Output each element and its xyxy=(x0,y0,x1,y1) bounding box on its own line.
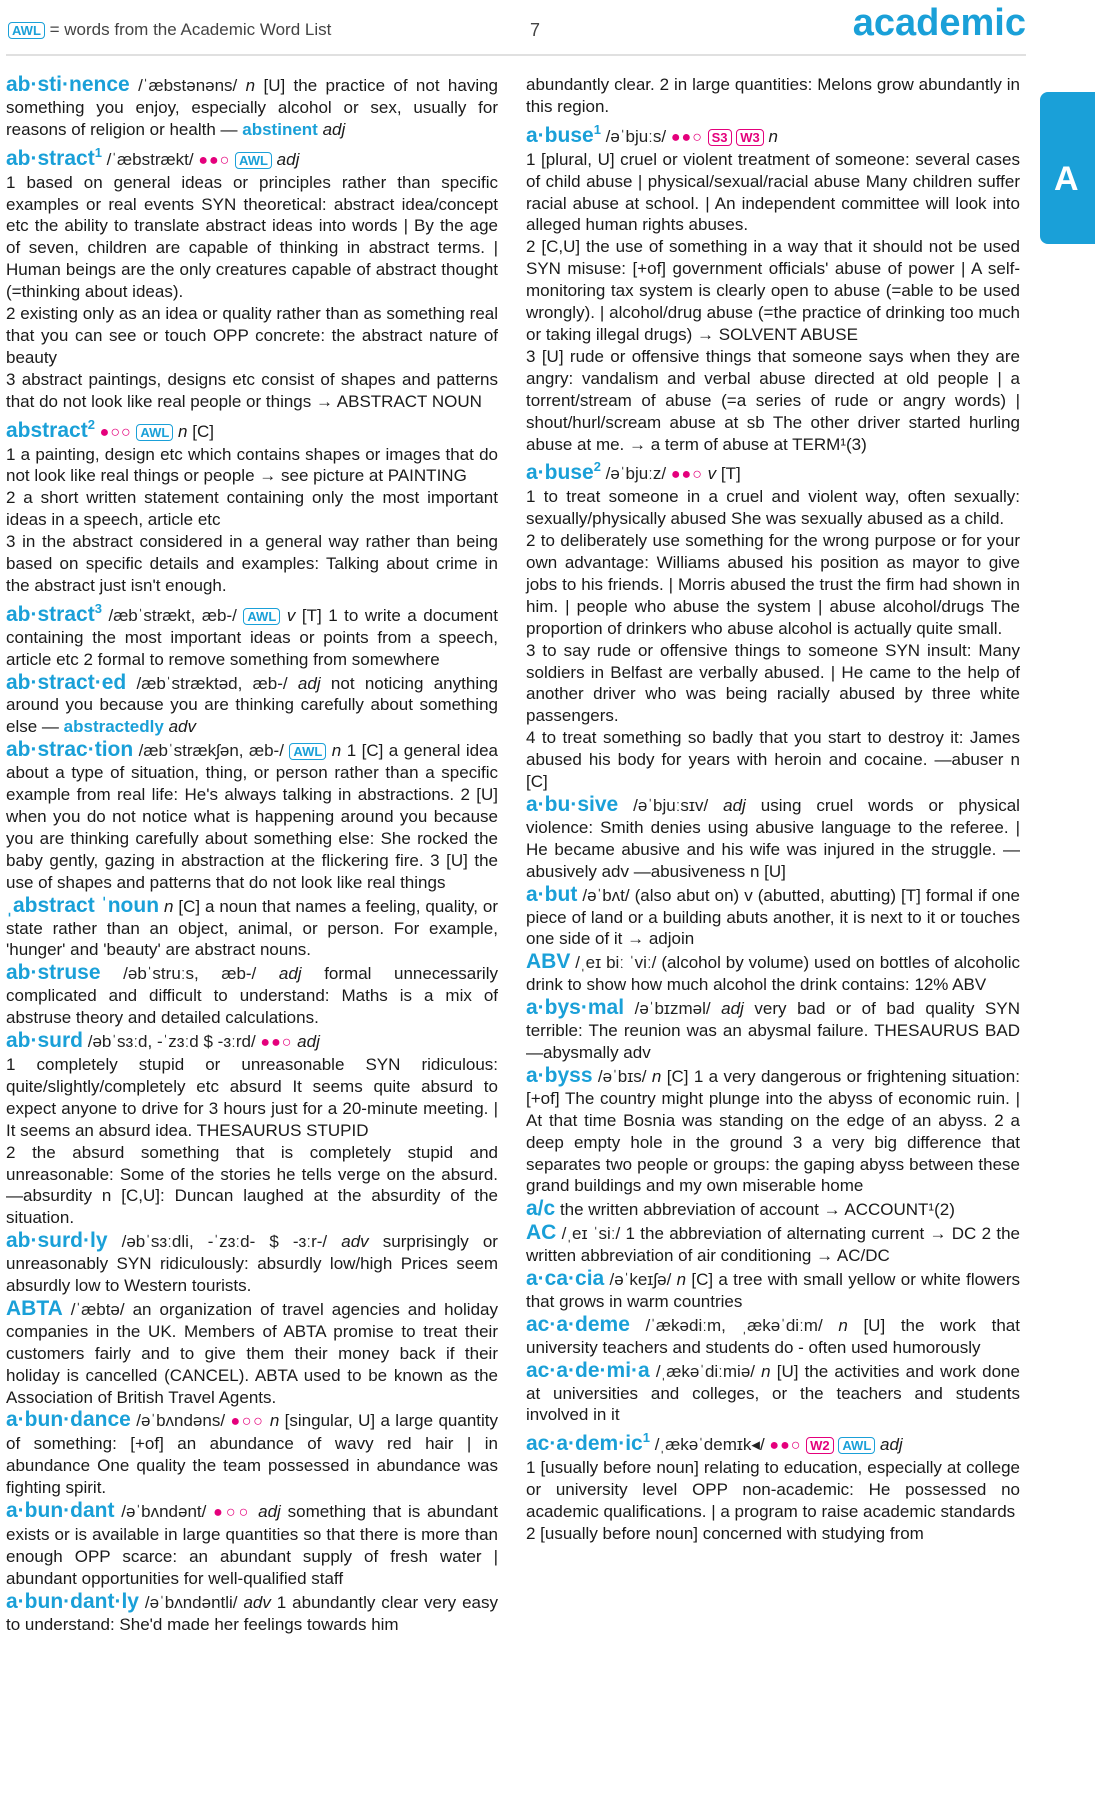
part-of-speech: adj xyxy=(297,1032,320,1052)
pronunciation: /əˈbʌndənt/ xyxy=(121,1502,207,1522)
definition: something that is abundant exists or is available in large quantities so that there is more than enough OPP scarce: an abundant supply of fresh water | abundant opportunities for well-qualified staff xyxy=(6,1502,498,1588)
headword: ab·stract$^1$ xyxy=(6,144,102,170)
thumb-letter: A xyxy=(1054,160,1079,198)
definition: (also abut on) v (abutted, abutting) [T] formal if one piece of land or a building abuts another, it is next to it or touches one side of it → adjoin xyxy=(526,885,1020,949)
sense: 2 to deliberately use something for the wrong purpose or for your own advantage: Williams abused his position as mayor to give jobs to his friends. | Morris abused the trust the firm had shown in him. | people who abuse the system | abuse alcohol/drugs The proportion of drinkers who abuse alcohol is actually quite small. xyxy=(526,531,1020,638)
definition: [C] xyxy=(192,421,214,441)
pronunciation: /əˈbjuːz/ xyxy=(605,464,667,484)
frequency-dots: ●○○ xyxy=(213,1504,252,1522)
sense: 3 abstract paintings, designs etc consist of shapes and patterns that do not look like real people or things → ABSTRACT NOUN xyxy=(6,369,498,411)
frequency-badge: W2 xyxy=(806,1437,834,1454)
sense: 1 completely stupid or unreasonable SYN ridiculous: quite/slightly/completely etc absurd It seems quite absurd to expect anyone to drive for 3 hours just for a 20-minute meeting. | It seems an absurd idea. THESAURUS STUPID xyxy=(6,1054,498,1140)
pronunciation: /əbˈsɜːdli, -ˈzɜːd- $ -ɜːr-/ xyxy=(121,1232,328,1252)
headword: $ac\cdot a\cdot dem\cdot ic^1$ xyxy=(526,1430,650,1456)
dictionary-entry xyxy=(526,1222,1020,1267)
headword: ab·stract$^3$ xyxy=(6,600,102,626)
dictionary-entry xyxy=(6,598,498,671)
headword: a·byss xyxy=(526,1063,593,1087)
dictionary-entry xyxy=(6,1030,498,1229)
pronunciation: /ˌækəˈdemɪk◂/ xyxy=(654,1435,765,1455)
part-of-speech: adj xyxy=(276,149,300,169)
dictionary-entry xyxy=(6,414,498,597)
awl-legend xyxy=(8,20,331,40)
dictionary-entry xyxy=(526,74,1020,118)
definition: using cruel words or physical violence: Smith denies using abusive language to the referee. | He became abusive and his wife was injured in the struggle. —abusively adv —abusiveness n [U] xyxy=(526,796,1020,881)
dictionary-entry xyxy=(6,895,498,962)
page-number: 7 xyxy=(530,20,541,40)
homonym-number: 1 xyxy=(94,144,102,160)
pronunciation: /ˈækədiːm, ˌækəˈdiːm/ xyxy=(645,1315,823,1335)
definition: [U] the work that university teachers and students do - often used humorously xyxy=(526,1315,1020,1357)
headword: a·bys·mal xyxy=(526,996,625,1020)
pronunciation: /ˈæbtə/ xyxy=(70,1299,125,1319)
frequency-dots: ●●○ xyxy=(260,1034,293,1052)
homonym-number: 1 xyxy=(642,1430,650,1446)
pronunciation: /ˌeɪ biː ˈviː/ xyxy=(575,953,657,973)
headword: ab·surd·ly xyxy=(6,1229,108,1253)
homonym-number: 3 xyxy=(94,600,102,616)
dictionary-entry xyxy=(526,1198,1020,1221)
definition: formal unnecessarily complicated and difficult to understand: Maths is a mix of abstruse theory and detailed calculations. xyxy=(6,964,498,1028)
sense: 3 in the abstract considered in a general way rather than being based on specific details and examples: Talking about crime in the abstract just isn't enough. xyxy=(6,532,498,595)
headword: AC xyxy=(526,1221,557,1245)
sense: 1 to treat someone in a cruel and violent way, often sexually: sexually/physically abused She was sexually abused as a child. xyxy=(526,487,1020,529)
pronunciation: /əˈbjuːs/ xyxy=(605,126,667,146)
derived-form: abstractedly xyxy=(63,717,164,737)
homonym-number: 1 xyxy=(593,121,601,137)
definition: [T] xyxy=(720,464,741,484)
dictionary-entry xyxy=(6,1409,498,1499)
pronunciation: /ˌeɪ ˈsiː/ xyxy=(561,1224,621,1244)
part-of-speech: n xyxy=(838,1315,848,1335)
sense: 1 based on general ideas or principles rather than specific examples or real events SYN theoretical: abstract idea/concept etc the ability to translate abstract ideas into words | By the age of seven, children are capable of thinking in abstract terms. | Human beings are the only creatures capable of abstract thought (=thinking about ideas). xyxy=(6,172,498,302)
sense: 2 existing only as an idea or quality rather than as something real that you can see or touch OPP concrete: the abstract nature of beauty xyxy=(6,304,498,367)
part-of-speech: n xyxy=(768,126,778,146)
dictionary-entry xyxy=(526,1314,1020,1359)
dictionary-entry xyxy=(526,884,1020,951)
awl-badge: AWL xyxy=(243,608,280,625)
headword: a·bun·dant·ly xyxy=(6,1589,139,1613)
frequency-dots: ●●○ xyxy=(769,1437,802,1455)
definition: 1 abundantly clear very easy to understand: She'd made her feelings towards him xyxy=(6,1592,498,1634)
dictionary-entry xyxy=(526,456,1020,793)
part-of-speech: adj xyxy=(723,796,746,815)
headword: ab·struse xyxy=(6,961,101,985)
pronunciation: /əˈbʌt/ xyxy=(582,885,630,905)
pronunciation: /ˈæbstənəns/ xyxy=(138,76,238,95)
definition: (alcohol by volume) used on bottles of alcoholic drink to show how much alcohol the drink contains: 12% ABV xyxy=(526,953,1020,995)
frequency-dots: ●●○ xyxy=(670,128,703,146)
headword: a·bun·dance xyxy=(6,1408,131,1432)
dictionary-entry xyxy=(6,739,498,893)
dictionary-entry xyxy=(6,672,498,739)
sense: 4 to treat something so badly that you start to destroy it: James abused his body for years with heroin and cocaine. —abuser n [C] xyxy=(526,728,1020,792)
sense: 3 [U] rude or offensive things that someone says when they are angry: vandalism and verbal abuse directed at old people | a torrent/stream of abuse (=a series of rude or angry words) | shout/hurl/scream abuse at sb The other driver started hurling abuse at me. → a term of abuse at TERM¹(3) xyxy=(526,346,1020,454)
part-of-speech: n xyxy=(163,896,174,916)
definition: [U] the practice of not having something you enjoy, especially alcohol or sex, usually for reasons of religion or health — xyxy=(6,76,499,139)
pronunciation: /æbˈstrækt, æb-/ xyxy=(108,605,237,625)
frequency-dots: ●●○ xyxy=(198,151,231,169)
headword: ab·strac·tion xyxy=(6,738,134,762)
homonym-number: 2 xyxy=(593,459,601,475)
sense: 1 [usually before noun] relating to education, especially at college or university level OPP non-academic: He possessed no academic qualifications. | a program to raise academic standards xyxy=(526,1458,1020,1522)
dictionary-entry xyxy=(526,997,1020,1064)
definition: [C] a tree with small yellow or white flowers that grows in warm countries xyxy=(526,1270,1020,1311)
part-of-speech: adj xyxy=(297,673,321,693)
definition: surprisingly or unreasonably SYN ridiculously: absurdly low/high Prices seem absurdly low to Western tourists. xyxy=(6,1232,498,1296)
pronunciation: /əˈkeɪʃə/ xyxy=(609,1270,672,1290)
pronunciation: /əˈbʌndəns/ xyxy=(136,1411,226,1431)
frequency-dots: ●●○ xyxy=(670,466,703,484)
page-header xyxy=(6,0,1026,56)
headword: abstract$^2$ xyxy=(6,416,95,442)
definition: 1 the abbreviation of alternating current → DC 2 the written abbreviation of air conditioning → AC/DC xyxy=(526,1224,1020,1266)
dictionary-entry xyxy=(526,1268,1020,1313)
pronunciation: /əˈbʌndəntli/ xyxy=(144,1592,238,1612)
dictionary-entry xyxy=(526,951,1020,996)
awl-badge: AWL xyxy=(8,22,45,39)
sense: 2 [C,U] the use of something in a way that it should not be used SYN misuse: [+of] government officials' abuse of power | A self-monitoring tax system is clearly open to abuse (=able to be used wrongly). | alcohol/drug abuse (=the practice of drinking too much or taking illegal drugs) → SOLVENT ABUSE xyxy=(526,237,1020,344)
part-of-speech: v xyxy=(286,605,296,625)
dictionary-entry xyxy=(526,1360,1020,1427)
derived-form: abstinent xyxy=(242,119,318,139)
dictionary-entry xyxy=(526,1065,1020,1197)
sense: 2 a short written statement containing only the most important ideas in a speech, article etc xyxy=(6,488,498,530)
pronunciation: /əbˈstruːs, æb-/ xyxy=(123,964,257,984)
dictionary-entry xyxy=(526,119,1020,456)
pronunciation: /æbˈstræktəd, æb-/ xyxy=(136,673,288,693)
derived-pos: adj xyxy=(322,119,346,139)
part-of-speech: adv xyxy=(243,1592,271,1612)
left-column xyxy=(6,74,498,1637)
awl-badge: AWL xyxy=(235,152,272,169)
sense: 2 [usually before noun] concerned with studying from xyxy=(526,1524,924,1543)
part-of-speech: adj xyxy=(721,999,744,1019)
frequency-dots: ●○○ xyxy=(230,1413,265,1431)
definition: not noticing anything around you because you are thinking carefully about something else — xyxy=(6,673,499,737)
headword: a·bun·dant xyxy=(6,1499,115,1523)
headword: ABTA xyxy=(6,1296,63,1320)
dictionary-entry xyxy=(6,962,498,1029)
dictionary-entry xyxy=(526,1427,1020,1545)
pronunciation: /əbˈsɜːd, -ˈzɜːd $ -ɜːrd/ xyxy=(87,1032,256,1052)
definition: an organization of travel agencies and holiday companies in the UK. Members of ABTA promise to treat their customers fairly and to give them their money back if their holiday is cancelled (CANCEL). ABTA used to be known as the Association of British Travel Agents. xyxy=(6,1299,498,1407)
pronunciation: /ˌækəˈdiːmiə/ xyxy=(655,1361,756,1381)
dictionary-entry xyxy=(526,794,1020,883)
part-of-speech: adj xyxy=(880,1435,903,1455)
definition: abundantly clear. 2 in large quantities: Melons grow abundantly in this region. xyxy=(526,75,1020,116)
definition: [singular, U] a large quantity of something: [+of] an abundance of wavy red hair | in abundance One quality the team possessed in abundance was fighting spirit. xyxy=(6,1411,499,1498)
pronunciation: /əˈbjuːsɪv/ xyxy=(633,796,709,815)
definition: 1 [C] a general idea about a type of situation, thing, or person rather than a specific example from real life: He's always talking in abstractions. 2 [U] when you do not notice what is happening around you because you are thinking carefully about something else: She rocked the baby gently, gazing in abstraction at the flickering fire. 3 [U] the use of shapes and patterns that do not look like real things xyxy=(6,741,499,892)
pronunciation: /əˈbɪzməl/ xyxy=(634,999,711,1019)
sense: 1 a painting, design etc which contains shapes or images that do not look like real things or people → see picture at PAINTING xyxy=(6,444,498,486)
pronunciation: /əˈbɪs/ xyxy=(597,1066,647,1086)
guide-word: academic xyxy=(852,2,1026,44)
awl-badge: AWL xyxy=(838,1437,875,1454)
dictionary-entry xyxy=(6,1591,498,1636)
sense: 1 [plural, U] cruel or violent treatment of someone: several cases of child abuse | physical/sexual/racial abuse Many children suffer racial abuse at school. | An independent committee will look into alleged human rights abuses. xyxy=(526,149,1020,235)
dictionary-entry xyxy=(6,1500,498,1590)
frequency-dots: ●○○ xyxy=(99,423,132,441)
headword: a·bu·sive xyxy=(526,793,619,816)
awl-badge: AWL xyxy=(136,424,173,441)
headword: ab·sti·nence xyxy=(6,73,130,96)
sense: 2 the absurd something that is completely stupid and unreasonable: Some of the stories he tells verge on the absurd. —absurdity n [C,U]: Duncan laughed at the absurdity of the situation. xyxy=(6,1142,498,1228)
awl-badge: AWL xyxy=(289,743,326,760)
dictionary-entry xyxy=(6,1298,498,1409)
part-of-speech: n xyxy=(245,76,256,95)
headword: ac·a·de·mi·a xyxy=(526,1358,650,1382)
part-of-speech: adv xyxy=(341,1232,369,1252)
awl-legend-text: = words from the Academic Word List xyxy=(49,20,332,39)
frequency-badge: S3 xyxy=(708,129,732,146)
headword: ab·surd xyxy=(6,1029,84,1053)
part-of-speech: adj xyxy=(278,964,302,984)
part-of-speech: n xyxy=(269,1411,280,1431)
pronunciation: /æbˈstrækʃən, æb-/ xyxy=(138,741,284,761)
pronunciation: /ˈæbstrækt/ xyxy=(106,149,194,169)
part-of-speech: v xyxy=(707,464,717,484)
definition: [C] a noun that names a feeling, quality, or state rather than an object, animal, or person. For example, 'hunger' and 'beauty' are abstract nouns. xyxy=(6,896,498,960)
dictionary-entry xyxy=(6,74,498,141)
part-of-speech: n xyxy=(331,741,342,761)
definition: the written abbreviation of account → ACCOUNT¹(2) xyxy=(559,1200,955,1220)
headword: a/c xyxy=(526,1197,556,1221)
right-column xyxy=(526,74,1020,1546)
frequency-badge: W3 xyxy=(736,129,764,146)
headword: a·buse$^2$ xyxy=(526,459,601,485)
headword: a·buse$^1$ xyxy=(526,121,601,147)
headword: ˌabstract ˈnoun xyxy=(6,893,160,917)
definition: very bad or of bad quality SYN terrible: The reunion was an abysmal failure. THESAURUS BAD —abysmally adv xyxy=(526,999,1020,1062)
sense: 3 to say rude or offensive things to someone SYN insult: Many soldiers in Belfast are verbally abused. | He came to the help of another driver who was being racially abused by three white passengers. xyxy=(526,640,1020,726)
definition: [C] 1 a very dangerous or frightening situation: [+of] The country might plunge into the abyss of economic ruin. | At that time Bosnia was standing on the edge of an abyss. 2 a deep empty hole in the ground 3 a very big difference that separates two people or groups: the gaping abyss between these grand buildings and my own miserable home xyxy=(526,1066,1020,1196)
part-of-speech: n xyxy=(676,1270,687,1290)
part-of-speech: n xyxy=(761,1361,771,1381)
headword: ac·a·deme xyxy=(526,1312,630,1336)
headword: ab·stract·ed xyxy=(6,670,127,694)
definition: [U] the activities and work done at universities and colleges, or the teachers and students involved in it xyxy=(526,1361,1020,1425)
thumb-index-tab[interactable] xyxy=(1040,92,1095,244)
part-of-speech: n xyxy=(651,1066,662,1086)
headword: a·but xyxy=(526,882,578,906)
part-of-speech: n xyxy=(178,421,188,441)
derived-pos: adv xyxy=(168,717,196,737)
headword: a·ca·cia xyxy=(526,1267,605,1291)
definition: [T] 1 to write a document containing the most important ideas or points from a speech, article etc 2 formal to remove something from somewhere xyxy=(6,605,498,669)
headword: ABV xyxy=(526,950,571,974)
dictionary-entry xyxy=(6,1230,498,1297)
homonym-number: 2 xyxy=(87,416,95,432)
dictionary-entry xyxy=(6,142,498,413)
part-of-speech: adj xyxy=(258,1502,281,1522)
